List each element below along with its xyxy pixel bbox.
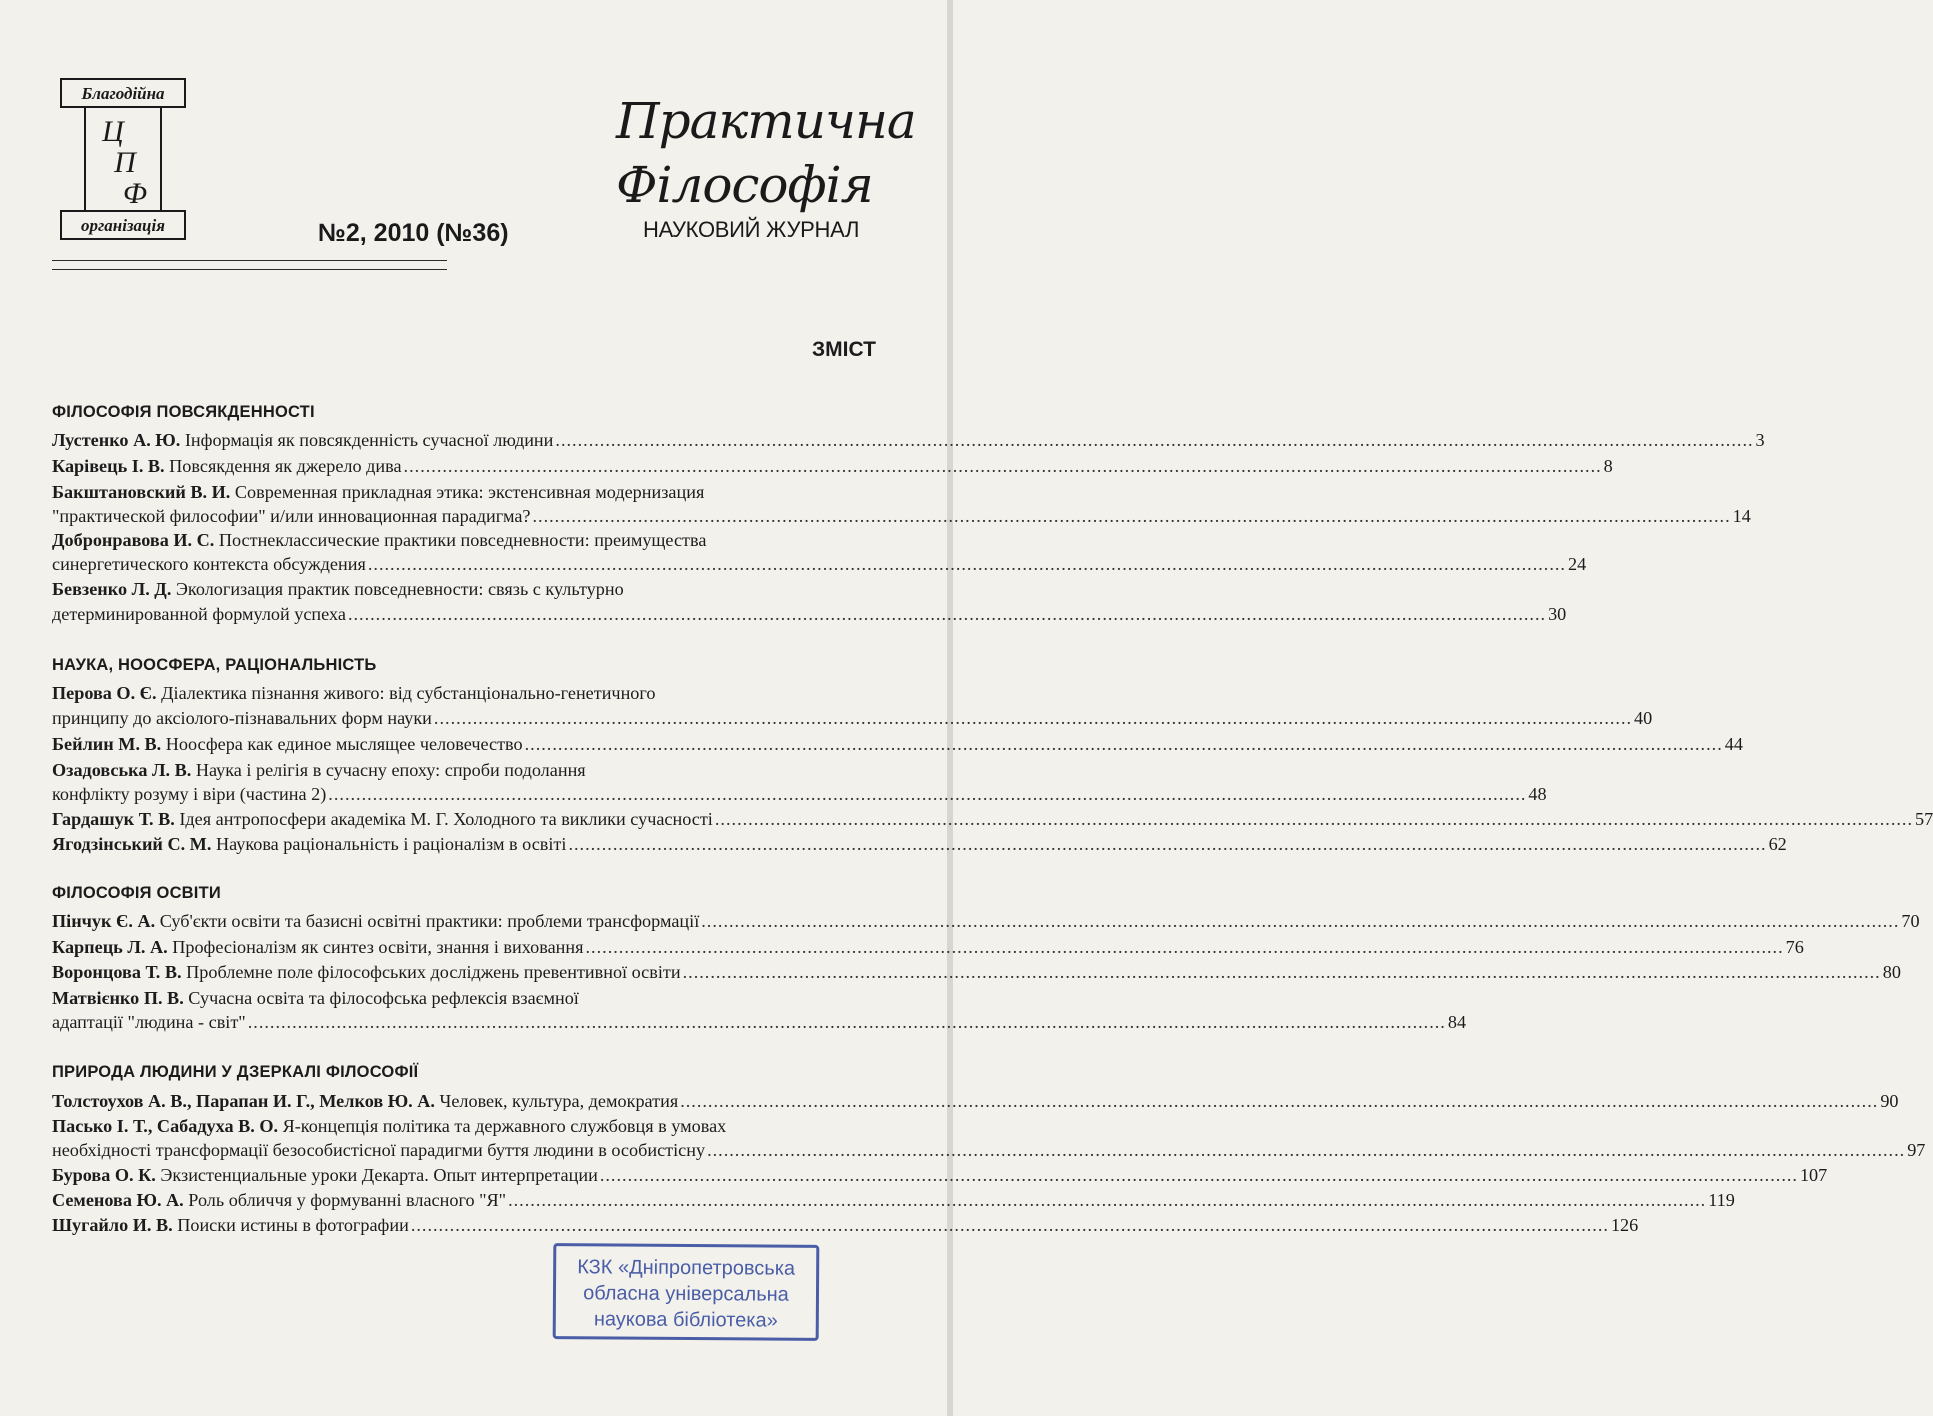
entry-title: Професіоналізм як синтез освіти, знання і виховання bbox=[167, 937, 584, 957]
section-title: ПРИРОДА ЛЮДИНИ У ДЗЕРКАЛІ ФІЛОСОФІЇ bbox=[52, 1063, 419, 1081]
dot-leader bbox=[600, 1162, 1798, 1188]
logo-letter-2: П bbox=[114, 146, 136, 179]
toc-entry-line[interactable] bbox=[52, 551, 1587, 577]
dot-leader bbox=[532, 503, 1730, 529]
entry-title: синергетического контекста обсуждения bbox=[52, 554, 366, 574]
toc-entry-line[interactable] bbox=[52, 757, 877, 783]
dot-leader bbox=[683, 959, 1881, 985]
issue-rule-bottom bbox=[52, 269, 447, 270]
journal-title-line2: Філософія bbox=[616, 156, 873, 214]
toc-entry-line[interactable] bbox=[52, 1212, 1639, 1238]
dot-leader bbox=[680, 1088, 1878, 1114]
contents-heading: ЗМІСТ bbox=[812, 338, 876, 361]
entry-author: Пінчук Є. А. bbox=[52, 911, 156, 931]
dot-leader bbox=[411, 1212, 1609, 1238]
library-stamp bbox=[553, 1243, 820, 1341]
page-number: 48 bbox=[1528, 784, 1547, 804]
dot-leader bbox=[586, 934, 1784, 960]
toc-entry-line[interactable] bbox=[52, 831, 1787, 857]
toc-entry-line[interactable] bbox=[52, 705, 1653, 731]
toc-entry-line[interactable] bbox=[52, 427, 1765, 453]
stamp-line: КЗК «Дніпропетровська bbox=[577, 1256, 796, 1280]
entry-title: Экзистенциальные уроки Декарта. Опыт интерпретации bbox=[155, 1165, 598, 1185]
page-number: 97 bbox=[1907, 1140, 1926, 1160]
stamp-line: обласна універсальна bbox=[583, 1282, 789, 1306]
entry-title: Ідея антропосфери академіка М. Г. Холодного та виклики сучасності bbox=[174, 809, 713, 829]
toc-entry-line[interactable] bbox=[52, 527, 877, 553]
toc-entry-line[interactable] bbox=[52, 934, 1804, 960]
toc-entry-line[interactable] bbox=[52, 806, 1933, 832]
page-number: 30 bbox=[1548, 604, 1567, 624]
entry-author: Карівець І. В. bbox=[52, 456, 165, 476]
journal-title-graphic bbox=[612, 78, 916, 218]
entry-author: Перова О. Є. bbox=[52, 683, 157, 703]
entry-title: Поиски истины в фотографии bbox=[172, 1215, 409, 1235]
entry-author: Пасько І. Т., Сабадуха В. О. bbox=[52, 1116, 279, 1136]
page-number: 62 bbox=[1768, 834, 1787, 854]
dot-leader bbox=[568, 831, 1766, 857]
entry-author: Бакштановский В. И. bbox=[52, 482, 231, 502]
logo-letter-3: Ф bbox=[122, 177, 148, 210]
entry-author: Добронравова И. С. bbox=[52, 530, 215, 550]
page-number: 80 bbox=[1882, 962, 1901, 982]
dot-leader bbox=[508, 1187, 1706, 1213]
entry-author: Озадовська Л. В. bbox=[52, 760, 192, 780]
entry-author: Карпець Л. А. bbox=[52, 937, 168, 957]
page-number: 119 bbox=[1708, 1190, 1735, 1210]
entry-title: Інформація як повсякденність сучасної людини bbox=[180, 430, 554, 450]
page-number: 24 bbox=[1567, 554, 1587, 574]
entry-author: Бейлин М. В. bbox=[52, 734, 162, 754]
page-number: 57 bbox=[1915, 809, 1933, 829]
stamp-line: наукова бібліотека» bbox=[593, 1308, 778, 1332]
entry-title: Роль обличчя у формуванні власного "Я" bbox=[183, 1190, 507, 1210]
page-number: 8 bbox=[1603, 456, 1613, 476]
entry-title: Ноосфера как единое мыслящее человечество bbox=[161, 734, 523, 754]
page-number: 84 bbox=[1447, 1012, 1467, 1032]
entry-title: Проблемне поле філософських досліджень превентивної освіти bbox=[181, 962, 681, 982]
toc-entry-line[interactable] bbox=[52, 908, 1920, 934]
entry-title: Постнеклассические практики повседневности: преимущества bbox=[214, 530, 707, 550]
logo-bottom-text: організація bbox=[80, 216, 166, 235]
toc-entry-line[interactable] bbox=[52, 781, 1547, 807]
dot-leader bbox=[328, 781, 1526, 807]
toc-entry-line[interactable] bbox=[52, 1113, 877, 1139]
logo-letter-1: Ц bbox=[102, 115, 124, 148]
entry-author: Матвієнко П. В. bbox=[52, 988, 184, 1008]
toc-entry-line[interactable] bbox=[52, 453, 1613, 479]
entry-title: необхідності трансформації безособистісної парадигми буття людини в особистісну bbox=[52, 1140, 706, 1160]
entry-title: Человек, культура, демократия bbox=[434, 1091, 679, 1111]
section-title: НАУКА, НООСФЕРА, РАЦІОНАЛЬНІСТЬ bbox=[52, 656, 377, 674]
page-number: 44 bbox=[1724, 734, 1743, 754]
toc-entry-line[interactable] bbox=[52, 1009, 1467, 1035]
journal-title bbox=[612, 78, 916, 218]
section-title: ФІЛОСОФІЯ ОСВІТИ bbox=[52, 884, 221, 902]
toc-entry-line[interactable] bbox=[52, 1137, 1926, 1163]
section-title: ФІЛОСОФІЯ ПОВСЯКДЕННОСТІ bbox=[52, 403, 315, 421]
toc-entry-line[interactable] bbox=[52, 503, 1751, 529]
dot-leader bbox=[348, 601, 1546, 627]
entry-author: Шугайло И. В. bbox=[52, 1215, 173, 1235]
entry-author: Бевзенко Л. Д. bbox=[52, 579, 172, 599]
entry-title: Наукова раціональність і раціоналізм в освіті bbox=[211, 834, 567, 854]
dot-leader bbox=[434, 705, 1632, 731]
journal-subtitle: НАУКОВИЙ ЖУРНАЛ bbox=[643, 217, 860, 242]
entry-title: принципу до аксіолого-пізнавальних форм науки bbox=[52, 708, 432, 728]
entry-title: конфлікту розуму і віри (частина 2) bbox=[52, 784, 327, 804]
page-number: 90 bbox=[1880, 1091, 1899, 1111]
entry-title: Повсякдення як джерело дива bbox=[164, 456, 402, 476]
entry-title: Современная прикладная этика: экстенсивная модернизация bbox=[230, 482, 705, 502]
toc-entry-line[interactable] bbox=[52, 1088, 1899, 1114]
entry-author: Бурова О. К. bbox=[52, 1165, 156, 1185]
page-number: 126 bbox=[1610, 1215, 1639, 1235]
toc-entry-line[interactable] bbox=[52, 985, 877, 1011]
journal-title-line1: Практична bbox=[616, 92, 916, 150]
toc-entry-line[interactable] bbox=[52, 1187, 1735, 1213]
entry-title: Я-концепція політика та державного службовця в умовах bbox=[278, 1116, 727, 1136]
entry-title: Суб'єкти освіти та базисні освітні практики: проблеми трансформації bbox=[155, 911, 700, 931]
page-number: 70 bbox=[1901, 911, 1920, 931]
dot-leader bbox=[701, 908, 1899, 934]
entry-author: Гардашук Т. В. bbox=[52, 809, 175, 829]
entry-title: Экологизация практик повседневности: связь с культурно bbox=[171, 579, 624, 599]
page-number: 14 bbox=[1732, 506, 1751, 526]
entry-title: Сучасна освіта та філософська рефлексія взаємної bbox=[183, 988, 579, 1008]
entry-title: детерминированной формулой успеха bbox=[52, 604, 346, 624]
dot-leader bbox=[707, 1137, 1905, 1163]
page-number: 107 bbox=[1799, 1165, 1828, 1185]
toc-entry-line[interactable] bbox=[52, 479, 877, 505]
toc-entry-line[interactable] bbox=[52, 601, 1567, 627]
toc-entry-line[interactable] bbox=[52, 731, 1743, 757]
dot-leader bbox=[525, 731, 1723, 757]
page-number: 76 bbox=[1785, 937, 1804, 957]
dot-leader bbox=[368, 551, 1566, 577]
entry-title: Діалектика пізнання живого: від субстанціонально-генетичного bbox=[156, 683, 656, 703]
charity-organization-logo bbox=[55, 75, 190, 245]
page-number: 3 bbox=[1755, 430, 1765, 450]
issue-number: №2, 2010 (№36) bbox=[318, 219, 509, 247]
dot-leader bbox=[248, 1009, 1446, 1035]
toc-entry-line[interactable] bbox=[52, 959, 1901, 985]
logo-top-text: Благодійна bbox=[81, 84, 165, 103]
entry-author: Воронцова Т. В. bbox=[52, 962, 182, 982]
entry-title: адаптації "людина - світ" bbox=[52, 1012, 246, 1032]
toc-entry-line[interactable] bbox=[52, 680, 877, 706]
dot-leader bbox=[715, 806, 1913, 832]
entry-author: Семенова Ю. А. bbox=[52, 1190, 184, 1210]
toc-entry-line[interactable] bbox=[52, 576, 877, 602]
entry-author: Лустенко А. Ю. bbox=[52, 430, 181, 450]
logo-graphic bbox=[55, 75, 190, 245]
dot-leader bbox=[404, 453, 1602, 479]
issue-rule-top bbox=[52, 260, 447, 261]
toc-entry-line[interactable] bbox=[52, 1162, 1828, 1188]
entry-title: "практической философии" и/или инновационная парадигма? bbox=[52, 506, 531, 526]
dot-leader bbox=[555, 427, 1753, 453]
entry-author: Толстоухов А. В., Парапан И. Г., Мелков Ю. А. bbox=[52, 1091, 435, 1111]
page-number: 40 bbox=[1634, 708, 1653, 728]
entry-title: Наука і релігія в сучасну епоху: спроби подолання bbox=[191, 760, 586, 780]
entry-author: Ягодзінський С. М. bbox=[52, 834, 212, 854]
